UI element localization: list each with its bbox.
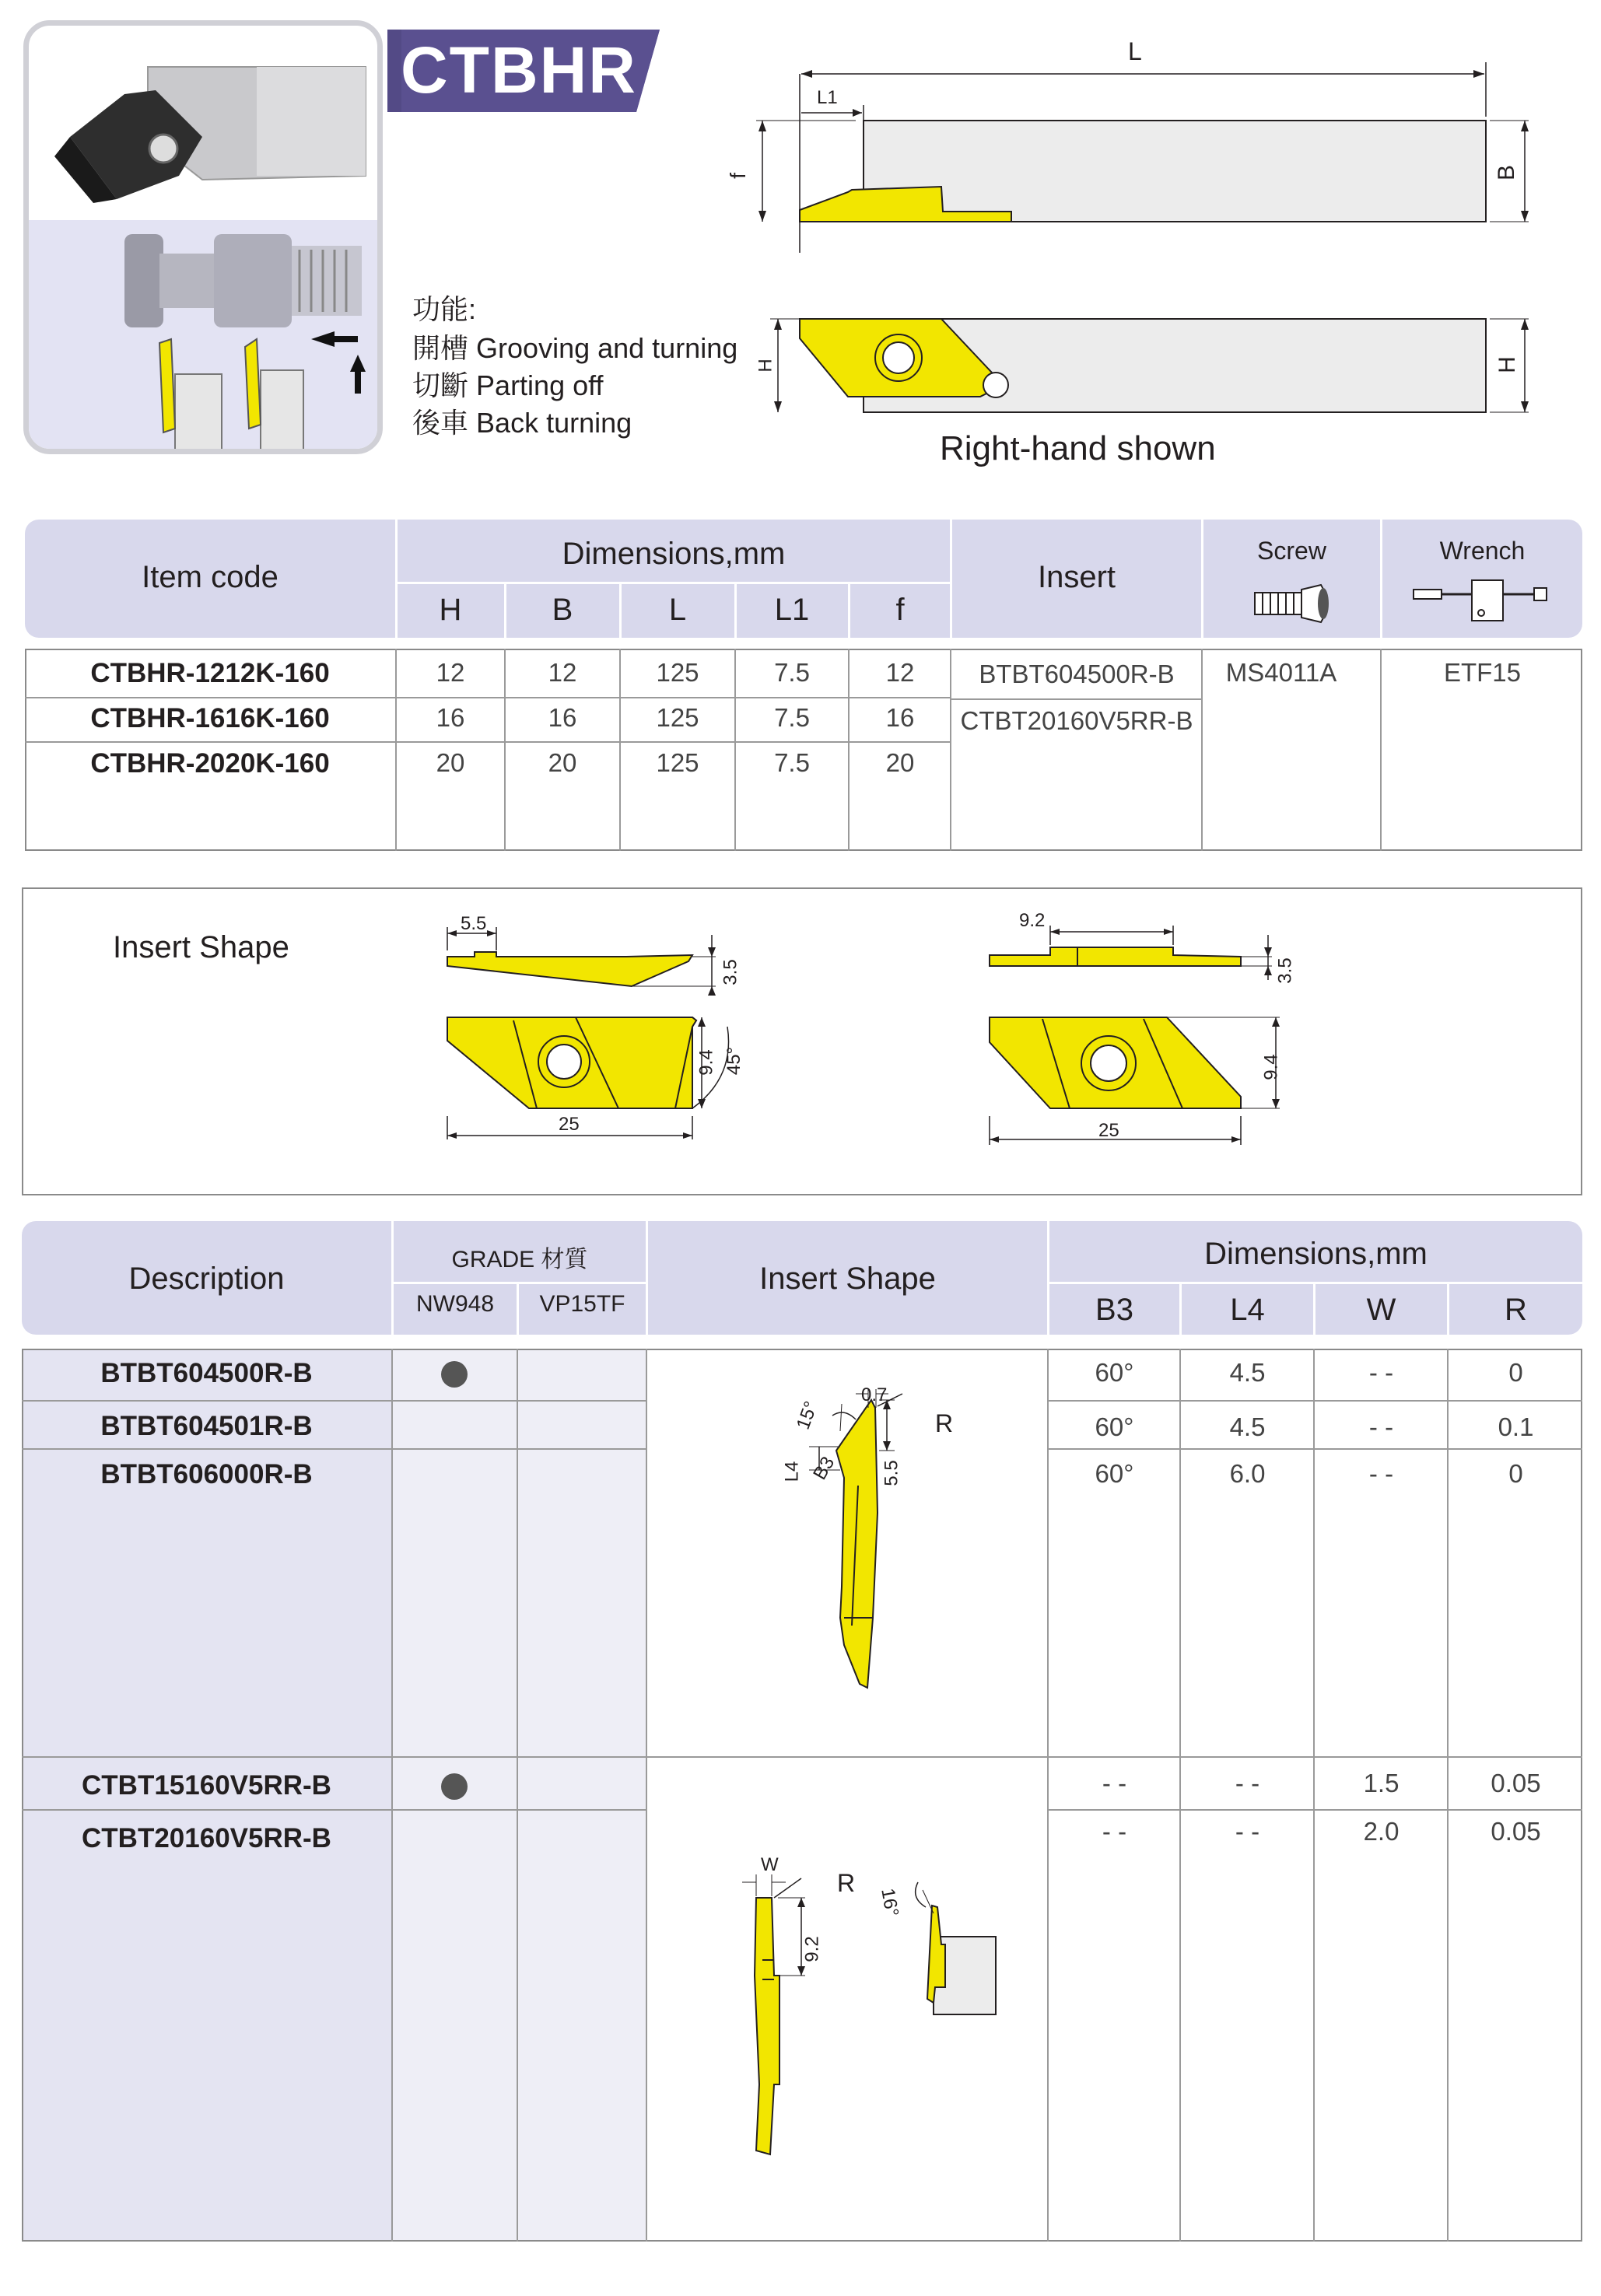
g2-W: W — [761, 1854, 779, 1875]
g2-R: R — [837, 1869, 856, 1897]
header-dimensions-2: Dimensions,mm — [1204, 1237, 1428, 1271]
header-H: H — [439, 593, 462, 627]
screw-icon — [1251, 583, 1337, 626]
g1-B3: B3 — [809, 1453, 839, 1484]
holder-insert-1: BTBT604500R-B — [979, 660, 1175, 688]
g2-depth: 9.2 — [801, 1936, 823, 1962]
holder-row-1-B: 12 — [548, 658, 577, 687]
header-grade-nw948: NW948 — [415, 1291, 495, 1317]
header-f: f — [895, 593, 905, 627]
left-height: 9.4 — [695, 1049, 717, 1076]
insert-row-2-W: - - — [1368, 1412, 1394, 1441]
insert-row-4-code: CTBT15160V5RR-B — [82, 1770, 331, 1801]
function-back-turning: 後車 Back turning — [412, 407, 632, 439]
holder-row-2-f: 16 — [885, 703, 915, 732]
insert-row-1-B3: 60° — [1095, 1358, 1134, 1387]
insert-row-3-W: - - — [1368, 1459, 1394, 1488]
insert-row-5-B3: - - — [1102, 1817, 1127, 1846]
holder-row-3-L1: 7.5 — [774, 748, 810, 777]
insert-row-5-code: CTBT20160V5RR-B — [82, 1823, 331, 1853]
right-top-width: 9.2 — [1019, 910, 1046, 931]
dim-label-H-right: H — [1494, 356, 1520, 373]
insert-row-4-R: 0.05 — [1491, 1769, 1541, 1797]
header-W: W — [1366, 1293, 1396, 1327]
holder-drawing — [739, 31, 1548, 420]
insert-group-2-drawing — [731, 1851, 1011, 2162]
g1-R: R — [935, 1409, 954, 1437]
header-B: B — [552, 593, 573, 627]
holder-row-3-L: 125 — [656, 748, 699, 777]
g1-angle: 15° — [792, 1398, 822, 1433]
wrench-icon — [1410, 577, 1550, 624]
insert-row-1-L4: 4.5 — [1229, 1358, 1266, 1387]
insert-row-4-W: 1.5 — [1363, 1769, 1400, 1797]
header-L1: L1 — [774, 593, 810, 627]
insert-shape-title: Insert Shape — [113, 930, 289, 964]
left-length: 25 — [559, 1114, 580, 1135]
dim-label-B: B — [1494, 164, 1520, 181]
insert-row-4-B3: - - — [1102, 1769, 1127, 1797]
header-wrench: Wrench — [1439, 537, 1526, 565]
insert-row-2-code: BTBT604501R-B — [100, 1411, 313, 1441]
function-label: 功能: — [412, 293, 477, 325]
insert-shape-right-drawing — [972, 902, 1307, 1182]
holder-row-2-H: 16 — [436, 703, 465, 732]
holder-wrench-value: ETF15 — [1443, 658, 1522, 687]
dim-label-f: f — [725, 173, 750, 179]
insert-row-1-W: - - — [1368, 1358, 1394, 1387]
holder-row-1-H: 12 — [436, 658, 465, 687]
g1-tip: 0.7 — [861, 1384, 888, 1405]
grade-available-dot — [441, 1773, 468, 1800]
holder-row-3-B: 20 — [548, 748, 577, 777]
dim-label-L1: L1 — [817, 87, 838, 108]
holder-row-1-L1: 7.5 — [774, 658, 810, 687]
right-height: 9.4 — [1260, 1054, 1282, 1080]
product-illustration — [23, 20, 383, 454]
insert-row-1-R: 0 — [1508, 1358, 1523, 1387]
header-L4: L4 — [1230, 1293, 1265, 1327]
insert-row-5-W: 2.0 — [1363, 1817, 1400, 1846]
insert-row-2-L4: 4.5 — [1229, 1412, 1266, 1441]
insert-row-3-R: 0 — [1508, 1459, 1523, 1488]
header-screw: Screw — [1257, 537, 1326, 565]
insert-row-1-code: BTBT604500R-B — [100, 1358, 313, 1388]
holder-row-1-code: CTBHR-1212K-160 — [90, 658, 330, 688]
holder-screw-value: MS4011A — [1225, 658, 1337, 687]
header-item-code: Item code — [142, 560, 279, 594]
holder-row-2-L1: 7.5 — [774, 703, 810, 732]
insert-row-3-L4: 6.0 — [1229, 1459, 1266, 1488]
header-description: Description — [128, 1262, 285, 1296]
holder-row-2-B: 16 — [548, 703, 577, 732]
insert-row-2-R: 0.1 — [1498, 1412, 1534, 1441]
holder-insert-2: CTBT20160V5RR-B — [960, 706, 1193, 735]
header-R: R — [1505, 1293, 1527, 1327]
insert-row-4-L4: - - — [1235, 1769, 1260, 1797]
header-insert: Insert — [1037, 560, 1116, 594]
right-length: 25 — [1098, 1120, 1119, 1141]
g1-depth: 5.5 — [881, 1460, 902, 1486]
header-L: L — [668, 593, 687, 627]
g1-L4: L4 — [781, 1461, 803, 1482]
dim-label-L: L — [1128, 37, 1142, 65]
product-photo-panel — [23, 20, 383, 454]
left-top-width: 5.5 — [461, 913, 487, 934]
header-insert-shape: Insert Shape — [759, 1262, 936, 1296]
function-parting: 切斷 Parting off — [412, 369, 604, 401]
insert-row-2-B3: 60° — [1095, 1412, 1134, 1441]
holder-row-1-L: 125 — [656, 658, 699, 687]
holder-row-2-code: CTBHR-1616K-160 — [90, 703, 330, 733]
insert-row-5-R: 0.05 — [1491, 1817, 1541, 1846]
header-B3: B3 — [1095, 1293, 1133, 1327]
left-angle: 45° — [723, 1046, 745, 1076]
function-grooving: 開槽 Grooving and turning — [412, 332, 738, 364]
caption-right-hand: Right-hand shown — [940, 429, 1216, 467]
holder-row-3-H: 20 — [436, 748, 465, 777]
grade-available-dot — [441, 1361, 468, 1388]
insert-row-3-code: BTBT606000R-B — [100, 1459, 313, 1489]
insert-row-5-L4: - - — [1235, 1817, 1260, 1846]
holder-row-2-L: 125 — [656, 703, 699, 732]
header-dimensions: Dimensions,mm — [562, 537, 786, 571]
insert-row-3-B3: 60° — [1095, 1459, 1134, 1488]
right-thickness: 3.5 — [1274, 957, 1296, 984]
g2-angle: 16° — [877, 1886, 903, 1919]
header-grade: GRADE 材質 — [451, 1247, 588, 1272]
header-grade-vp15tf: VP15TF — [539, 1291, 625, 1317]
holder-row-1-f: 12 — [885, 658, 915, 687]
holder-row-3-f: 20 — [885, 748, 915, 777]
dim-label-H-left: H — [755, 359, 776, 373]
insert-shape-left-drawing — [428, 902, 762, 1182]
holder-row-3-code: CTBHR-2020K-160 — [90, 748, 330, 779]
left-thickness: 3.5 — [720, 959, 741, 985]
page-title: CTBHR — [401, 33, 637, 107]
